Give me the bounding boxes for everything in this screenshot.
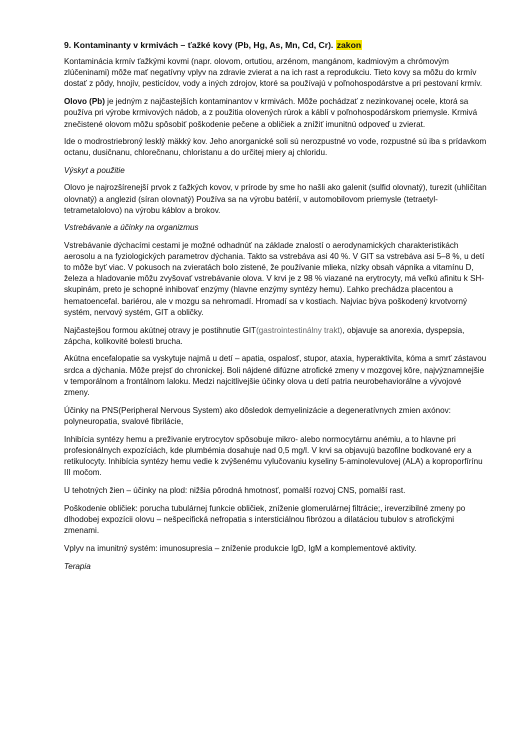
git-text-before: Najčastejšou formou akútnej otravy je postihnutie GIT [64, 325, 257, 335]
git-explanation: (gastrointestinálny trakt) [256, 325, 343, 335]
properties-paragraph: Ide o modrostriebroný lesklý mäkký kov. Jeho anorganické soli sú nerozpustné vo vode, rozpustné sú iba s prídavkom octanu, dusičnanu, chlorečnanu, chloristanu a do určitej miery aj chloridu. [64, 137, 487, 158]
subheading-occurrence: Výskyt a použitie [64, 166, 125, 176]
subheading-absorption: Vstrebávanie a účinky na organizmus [64, 223, 199, 233]
absorption-paragraph-4: Účinky na PNS(Peripheral Nervous System) ako dôsledok demyelinizácie a degeneratívnych zmien axónov: polyneuropatia, svalové fibrilácie, [64, 405, 451, 426]
occurrence-paragraph: Olovo je najrozšírenejší prvok z ťažkých kovov, v prírode by sme ho našli ako galenit (sulfid olovnatý), turezit (uhličitan olovnatý) a anglezid (síran olovnatý) Používa sa na výrobu batérií, v automobilovom priemysle (tetraetyl-tetrametalolovo) na výrobu káblov a brokov. [64, 183, 487, 215]
lead-term: Olovo (Pb) [64, 97, 105, 107]
absorption-paragraph-6: U tehotných žien – účinky na plod: nižšia pôrodná hmotnosť, pomalší rozvoj CNS, pomalší rast. [64, 486, 406, 495]
section-heading [64, 40, 488, 51]
absorption-paragraph-7: Poškodenie obličiek: porucha tubulárnej funkcie obličiek, zníženie glomerulárnej filtrácie;, ireverzibilné zmeny po dlhodobej expozícii olovu – nešpecifická nefropatia s intersticiálnou fibrózou a dilatáciou tubulov s atrofickými zmenami. [64, 503, 466, 536]
intro-paragraph: Kontaminácia krmív ťažkými kovmi (napr. olovom, ortutiou, arzénom, mangánom, kadmiovým a chrómovým zlúčeninami) môže mať negatívny vplyv na zdravie zvierat a na ich rast a reprodukciu. Tieto kovy sa môžu do krmív dostať z pôdy, hnojív, pesticídov, vody a iných zdrojov, ktoré sa používajú v poľnohospodárstve a pri pestovaní krmív. [64, 57, 483, 89]
lead-text: je jedným z najčastejších kontaminantov v krmivách. Môže pochádzať z nezinkovanej ocele, ktorá sa používa pri výrobe krmivových nádob, a z použitia olovených rúrok a káblí v poľnohospodárskom priemysle. Krmivá znečistené olovom môžu spôsobiť poškodenie pečene a obličiek a znížiť imunitnú odpoveď u zvierat. [64, 97, 478, 129]
absorption-paragraph-5: Inhibícia syntézy hemu a preživanie erytrocytov spôsobuje mikro- alebo normocytárnu anémiu, a to hlavne pri profesionálnych expozíciách, kde plumbémia dosahuje nad 0,5 mg/l. V krvi sa objavujú bazofilne bodkované ery a retikulocyty. Inhibícia syntézy hemu vedie k zvýšenému vylučovaniu kyseliny 5-aminolevulovej (ALA) a koproporfírínu III močom. [64, 434, 483, 478]
absorption-paragraph-3: Akútna encefalopatie sa vyskytuje najmä u detí – apatia, ospalosť, stupor, ataxia, hyperaktivita, kóma a smrť zástavou srdca a dýchania. Môže prejsť do chronickej. Boli nájdené difúzne atrofické zmeny v mozgovej kôre, najvýznamnejšie v temporálnom a frontálnom laloku. Medzi najcitlivejšie účinky olova u detí patria neurobehaviorálne a vývojové zmeny. [64, 354, 487, 398]
subheading-therapy: Terapia [64, 561, 91, 571]
absorption-paragraph-2 [64, 325, 488, 347]
absorption-paragraph-8: Vplyv na imunitný systém: imunosupresia – zníženie produkcie IgD, IgM a komplementové aktivity. [64, 543, 417, 553]
absorption-paragraph-1: Vstrebávanie dýchacími cestami je možné odhadnúť na základe znalostí o aerodynamických charakteristikách aerosolu a na fyziologických parametrov dýchania. Takto sa vstrebáva asi 40 %. V GIT sa vstrebáva asi 5–8 %, u detí to môže byť viac. V pokusoch na zvieratách bolo zistené, že používanie mlieka, nízky obsah vápnika a vitamínu D, železa a hladovanie môžu zvyšovať vstrebávanie olova. V krvi je z 98 % viazané na erytrocyty, má veľkú afinitu k SH-skupinám, preto je schopné inhibovať enzýmy (hlavne enzýmy syntézy hemu). Ľahko prechádza placentou a hematoencefal. bariérou, ale v mozgu sa nehromadí. Hromadí sa v kostiach. Najviac býva poškodený krvotvorný systém, nervový systém, GIT a obličky. [64, 240, 485, 317]
lead-paragraph [64, 96, 488, 130]
highlighted-word: zakon [336, 40, 362, 50]
git-text-after: , objavuje sa anorexia, dyspepsia, zápcha, kolikovité bolesti brucha. [64, 325, 465, 346]
heading-text: 9. Kontaminanty v krmivách – ťažké kovy (Pb, Hg, As, Mn, Cd, Cr). [64, 40, 334, 50]
